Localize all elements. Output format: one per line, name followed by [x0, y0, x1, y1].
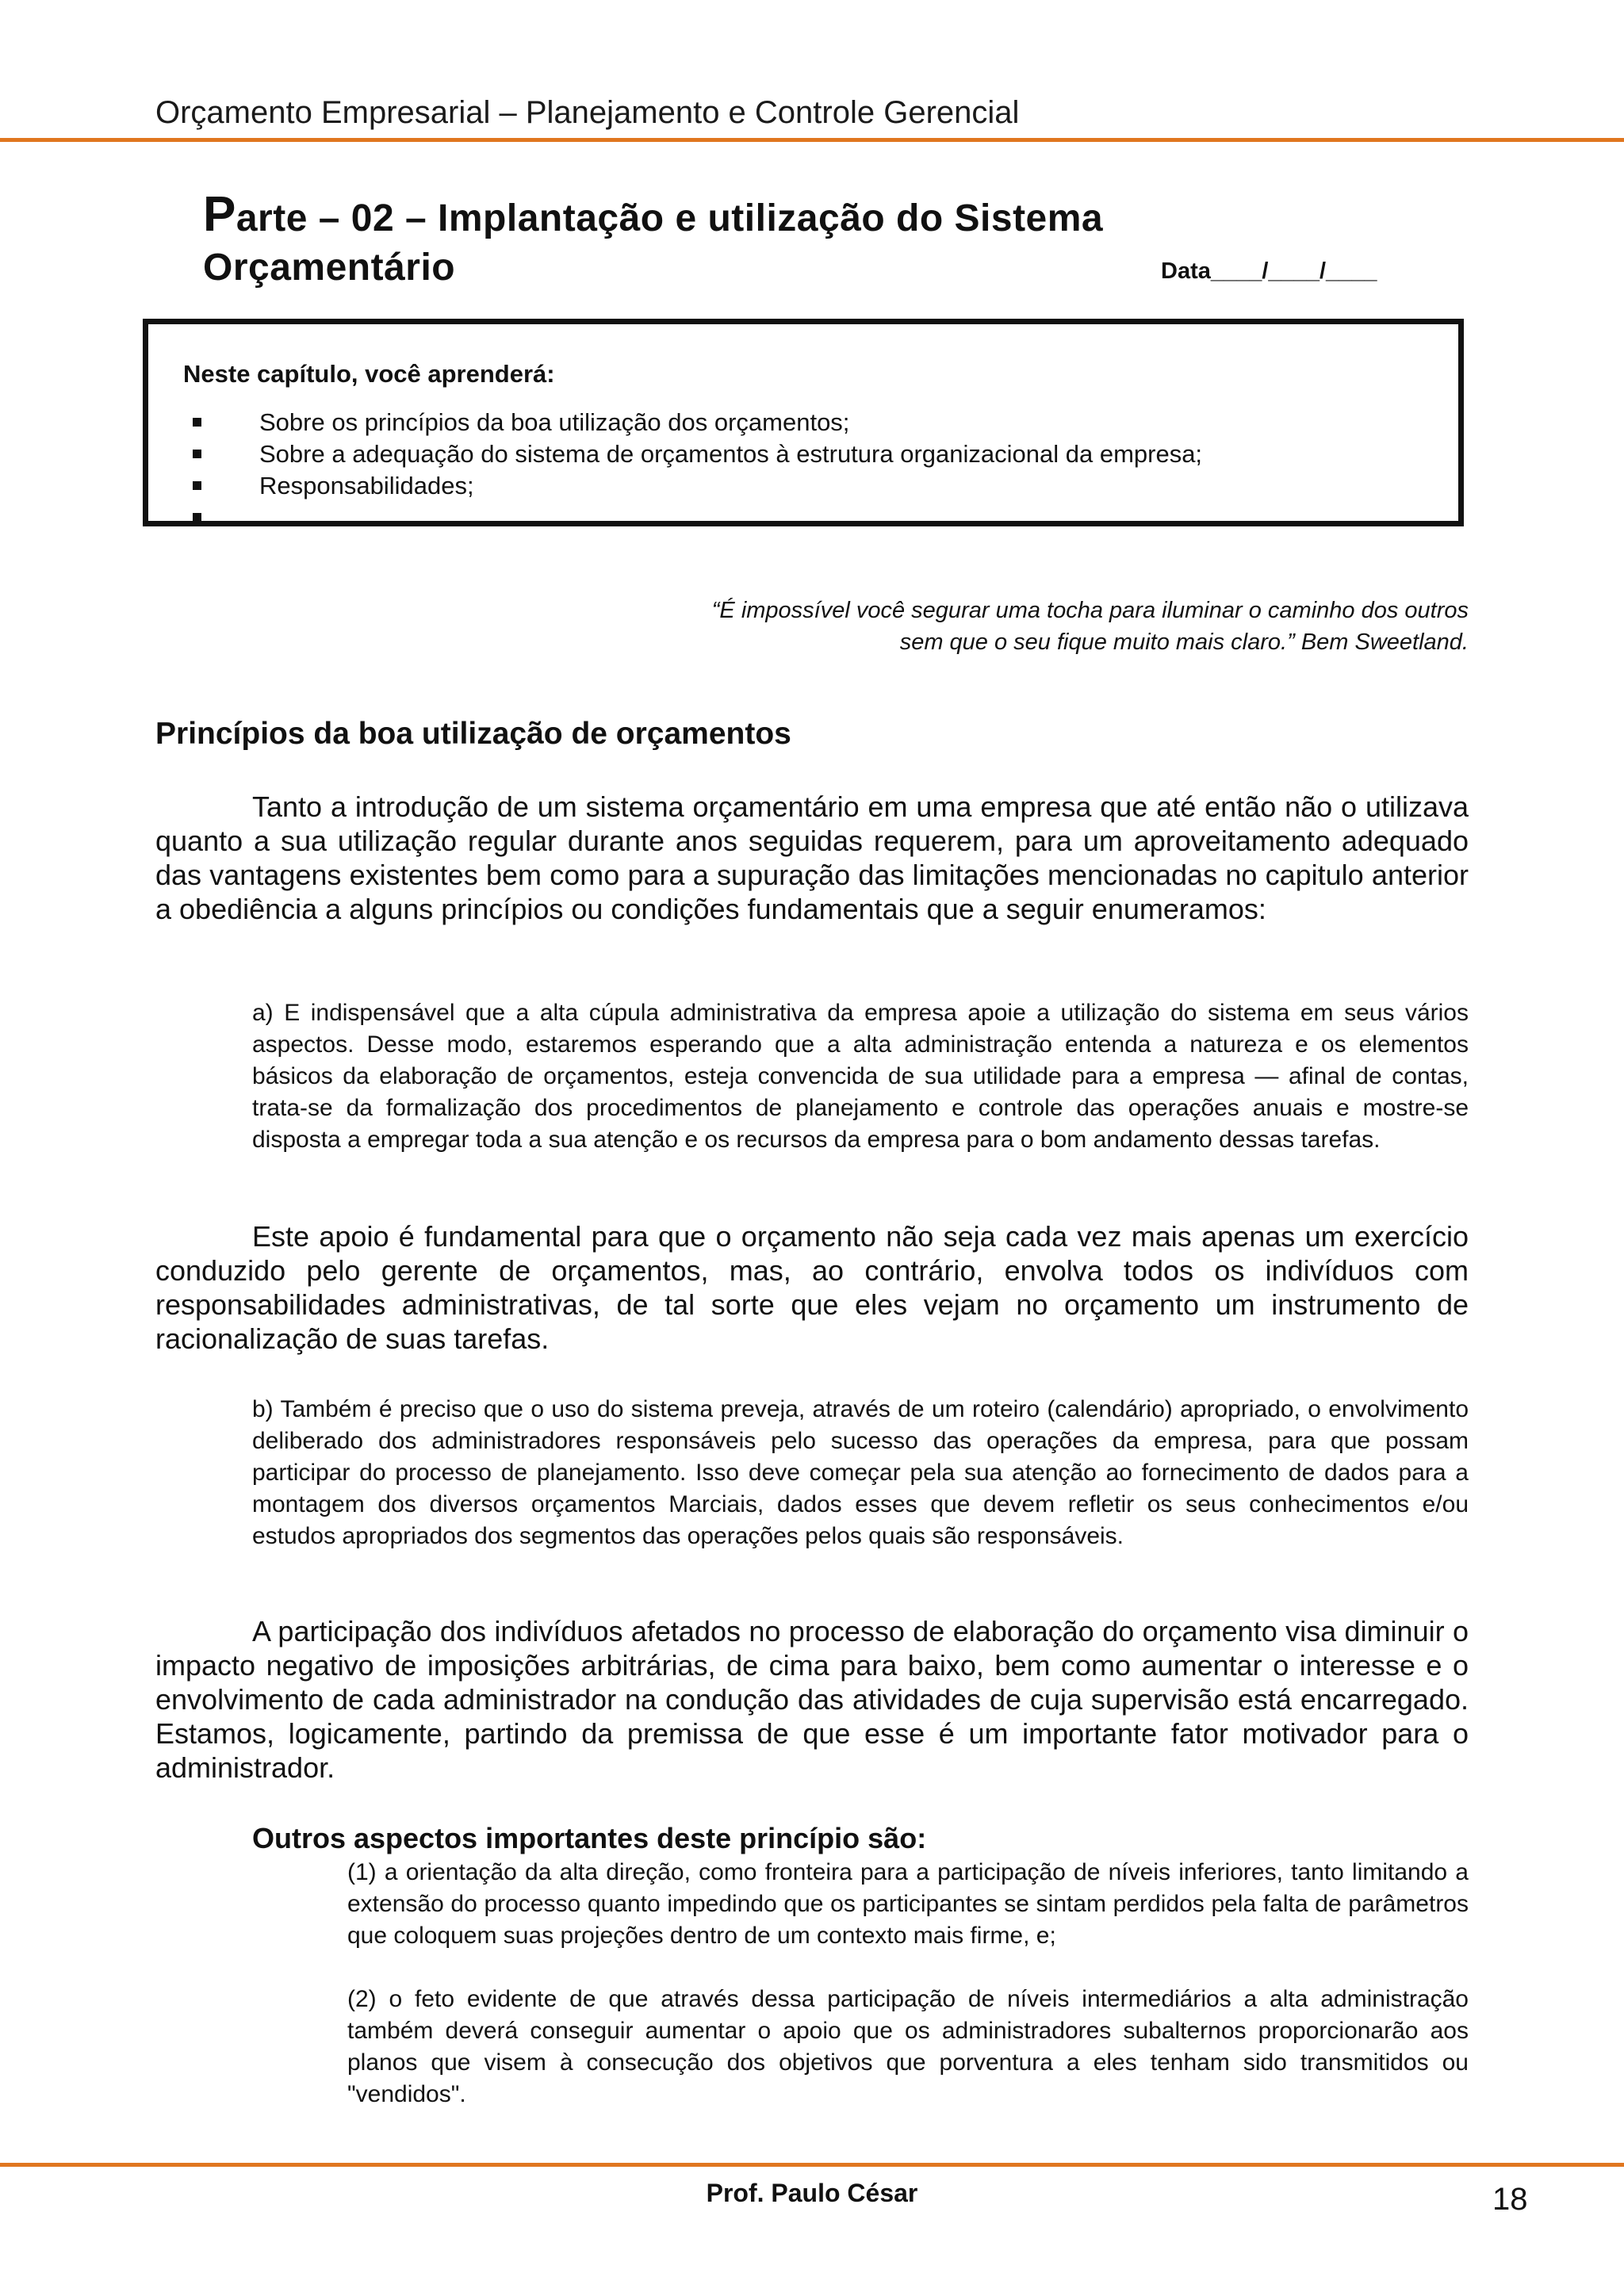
footer-author: Prof. Paulo César	[706, 2179, 918, 2207]
quote-line-2: sem que o seu fique muito mais claro.” Bem Sweetland.	[899, 629, 1469, 655]
aspect-item-2: (2) o feto evidente de que através dessa participação de níveis intermediários a alta administração também deverá conseguir aumentar o apoio que os administradores subalternos proporcionarão aos planos que visem à consecução dos objetivos que porventura a eles tenham sido transmitidos ou "vendidos".	[347, 1986, 1469, 2107]
body-paragraph-2: Este apoio é fundamental para que o orçamento não seja cada vez mais apenas um exercício conduzido pelo gerente de orçamentos, mas, ao contrário, envolva todos os indivíduos com responsabilidades administrativas, de tal sorte que eles vejam no orçamento um instrumento de racionalização de suas tarefas.	[155, 1220, 1469, 1355]
objectives-heading: Neste capítulo, você aprenderá:	[183, 360, 555, 388]
epigraph-quote	[317, 595, 1469, 658]
part-title	[203, 187, 1155, 293]
sub-heading: Outros aspectos importantes deste princípio são:	[252, 1822, 927, 1854]
bullet-square-icon	[193, 418, 201, 427]
objectives-box	[143, 319, 1464, 526]
bullet-square-icon	[193, 481, 201, 490]
quote-line-1: “É impossível você segurar uma tocha para iluminar o caminho dos outros	[711, 598, 1469, 623]
body-paragraph-3: A participação dos indivíduos afetados no processo de elaboração do orçamento visa diminuir o impacto negativo de imposições arbitrárias, de cima para baixo, bem como aumentar o interesse e o envolvimento de cada administrador na condução das atividades de cuja supervisão está encarregado. Estamos, logicamente, partindo da premissa de que esse é um importante fator motivador para o administrador.	[155, 1615, 1469, 1784]
running-header: Orçamento Empresarial – Planejamento e Controle Gerencial	[155, 95, 1020, 130]
footer-rule	[0, 2163, 1624, 2167]
principle-item-a: a) E indispensável que a alta cúpula administrativa da empresa apoie a utilização do sistema em seus vários aspectos. Desse modo, estaremos esperando que a alta administração entenda a natureza e os elementos básicos da elaboração de orçamentos, esteja convencida de sua utilidade para a empresa — afinal de contas, trata-se da formalização dos procedimentos de planejamento e controle das operações anuais e mostre-se disposta a empregar toda a sua atenção e os recursos da empresa para o bom andamento dessas tarefas.	[252, 1000, 1469, 1153]
section-title: Princípios da boa utilização de orçamentos	[155, 717, 791, 751]
part-title-initial: P	[203, 187, 236, 242]
bullet-square-icon	[193, 450, 201, 458]
list-item	[183, 502, 1202, 534]
bullet-square-icon	[193, 513, 201, 522]
part-title-line1: arte – 02 – Implantação e utilização do Sistema	[236, 197, 1104, 239]
objectives-list	[183, 407, 1202, 534]
list-item: Responsabilidades;	[183, 470, 1202, 502]
header-rule	[0, 138, 1624, 142]
list-item: Sobre os princípios da boa utilização dos orçamentos;	[183, 407, 1202, 438]
body-paragraph-1: Tanto a introdução de um sistema orçamentário em uma empresa que até então não o utilizava quanto a sua utilização regular durante anos seguidas requerem, para um aproveitamento adequado das vantagens existentes bem como para a supuração das limitações mencionadas no capitulo anterior a obediência a alguns princípios ou condições fundamentais que a seguir enumeramos:	[155, 790, 1469, 925]
page-number: 18	[1492, 2182, 1528, 2217]
aspect-item-1: (1) a orientação da alta direção, como fronteira para a participação de níveis inferiores, tanto limitando a extensão do processo quanto impedindo que os participantes se sintam perdidos pela falta de parâmetros que coloquem suas projeções dentro de um contexto mais firme, e;	[347, 1859, 1469, 1949]
principle-item-b: b) Também é preciso que o uso do sistema preveja, através de um roteiro (calendário) apropriado, o envolvimento deliberado dos administradores responsáveis pelo sucesso das operações da empresa, para que possam participar do processo de planejamento. Isso deve começar pela sua atenção ao fornecimento de dados para a montagem dos diversos orçamentos Marciais, dados esses que devem refletir os seus conhecimentos e/ou estudos apropriados dos segmentos das operações pelos quais são responsáveis.	[252, 1396, 1469, 1549]
list-item: Sobre a adequação do sistema de orçamentos à estrutura organizacional da empresa;	[183, 438, 1202, 470]
part-title-line2: Orçamentário	[203, 247, 456, 289]
date-field: Data____/____/____	[1161, 258, 1377, 284]
